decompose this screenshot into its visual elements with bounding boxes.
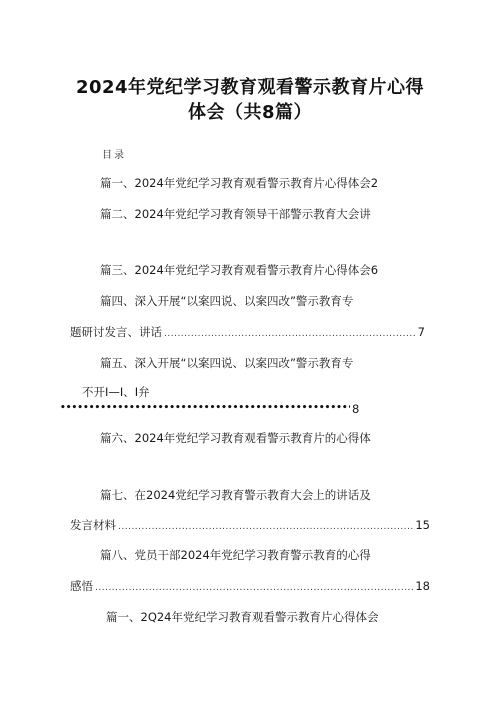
toc-entry-6[interactable]: 篇六、2024年党纪学习教育观看警示教育片的心得体 <box>100 431 371 445</box>
toc-entry-5-page: 8 <box>352 402 360 416</box>
toc-entry-8-page: 18 <box>415 579 430 593</box>
toc-leader-dots <box>95 580 413 596</box>
toc-entry-2[interactable]: 篇二、2024年党纪学习教育领导干部警示教育大会讲 <box>100 207 371 221</box>
toc-entry-8-line-1[interactable]: 篇八、党员干部2024年党纪学习教育警示教育的心得 <box>100 548 371 562</box>
toc-leader-dots <box>118 519 413 535</box>
toc-entry-4-text: 题研讨发言、讲话 <box>70 325 162 339</box>
toc-entry-8-line-2[interactable] <box>70 578 430 596</box>
toc-entry-1[interactable]: 篇一、2024年党纪学习教育观看警示教育片心得体会2 <box>100 176 379 190</box>
toc-entry-5-line-2[interactable]: 不开I—I、I弁 <box>82 385 150 399</box>
toc-entry-3[interactable]: 篇三、2024年党纪学习教育观看警示教育片心得体会6 <box>100 263 379 277</box>
toc-leader-dots <box>164 326 416 342</box>
toc-entry-4-page: 7 <box>417 325 425 339</box>
document-title-line-2: 体会（共8篇） <box>187 102 313 123</box>
toc-entry-7-line-2[interactable] <box>70 517 430 535</box>
toc-entry-7-page: 15 <box>415 518 430 532</box>
toc-entry-7-text: 发言材料 <box>70 518 116 532</box>
toc-entry-7-line-1[interactable]: 篇七、在2024党纪学习教育警示教育大会上的讲话及 <box>100 488 371 502</box>
toc-heading: 目录 <box>102 150 126 161</box>
toc-entry-4-line-2[interactable] <box>70 324 425 342</box>
toc-leader-bullets <box>60 403 350 413</box>
section-heading: 篇一、2Q24年党纪学习教育观看警示教育片心得体会 <box>106 610 379 624</box>
toc-entry-4-line-1[interactable]: 篇四、深入开展“以案四说、以案四改”警示教育专 <box>100 294 354 308</box>
toc-entry-8-text: 感悟 <box>70 579 93 593</box>
document-title-line-1: 2024年党纪学习教育观看警示教育片心得 <box>75 77 425 98</box>
toc-entry-5-line-1[interactable]: 篇五、深入开展“以案四说、以案四改”警示教育专 <box>100 356 354 370</box>
